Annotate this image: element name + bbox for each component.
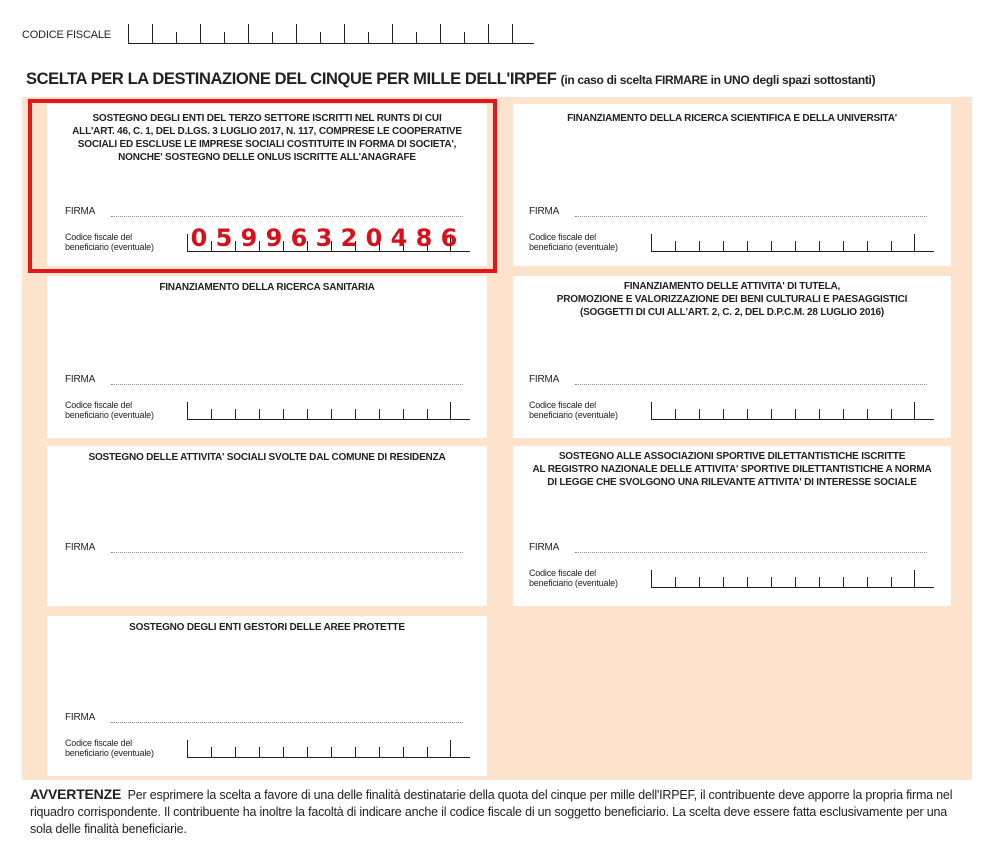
firma-label: FIRMA — [65, 712, 96, 723]
choice-box-aree-protette — [47, 616, 487, 776]
choice-title: FINANZIAMENTO DELLA RICERCA SCIENTIFICA E DELLA UNIVERSITA' — [567, 113, 897, 124]
choice-title: FINANZIAMENTO DELLA RICERCA SANITARIA — [159, 282, 375, 293]
firma-signature-line[interactable] — [575, 384, 927, 385]
choice-title: FINANZIAMENTO DELLE ATTIVITA' DI TUTELA, PROMOZIONE E VALORIZZAZIONE DEI BENI CULTURALI E PAESAGGISTICI (SOGGETTI DI CUI ALL'ART. 2, C. 2, DEL D.P.C.M. 28 LUGLIO 2016) — [556, 281, 908, 318]
cf-beneficiario-label: Codice fiscale del beneficiario (eventuale) — [65, 738, 154, 758]
choice-box-ricerca-scientifica — [513, 104, 951, 266]
firma-label: FIRMA — [529, 374, 560, 385]
tax-code-digit: 5 — [215, 224, 233, 252]
warning-heading: AVVERTENZE — [30, 786, 122, 802]
cf-beneficiario-field[interactable] — [651, 402, 934, 420]
cf-beneficiario-label: Codice fiscale del beneficiario (eventuale) — [529, 568, 618, 588]
section-title-note: (in caso di scelta FIRMARE in UNO degli spazi sottostanti) — [560, 73, 876, 87]
codice-fiscale-label: CODICE FISCALE — [22, 29, 111, 41]
cf-beneficiario-field[interactable] — [651, 234, 934, 252]
cf-beneficiario-label: Codice fiscale del beneficiario (eventuale) — [529, 400, 618, 420]
choice-box-beni-culturali — [513, 276, 951, 438]
codice-fiscale-field[interactable] — [128, 24, 534, 44]
cf-beneficiario-label: Codice fiscale del beneficiario (eventuale) — [65, 400, 154, 420]
tax-code-digit: 3 — [315, 224, 333, 252]
warning-note — [30, 786, 970, 838]
choice-box-sportive-dilettantistiche — [513, 446, 951, 606]
choice-title: SOSTEGNO DELLE ATTIVITA' SOCIALI SVOLTE DAL COMUNE DI RESIDENZA — [88, 452, 446, 463]
firma-signature-line[interactable] — [111, 384, 463, 385]
cf-beneficiario-label: Codice fiscale del beneficiario (eventuale) — [529, 232, 618, 252]
tax-code-digit: 0 — [365, 224, 383, 252]
choice-title: SOSTEGNO DEGLI ENTI DEL TERZO SETTORE ISCRITTI NEL RUNTS DI CUI ALL'ART. 46, C. 1, DEL D.LGS. 3 LUGLIO 2017, N. 117, COMPRESE LE COOPERATIVE SOCIALI ED ESCLUSE LE IMPRESE SOCIALI COSTITUITE IN FORMA DI SOCIETA', NONCHE' SOSTEGNO DELLE ONLUS ISCRITTE ALL'ANAGRAFE — [72, 113, 462, 163]
firma-signature-line[interactable] — [575, 216, 927, 217]
tax-code-digit: 9 — [240, 224, 258, 252]
tax-code-digit: 8 — [415, 224, 433, 252]
tax-code-digit: 2 — [340, 224, 358, 252]
firma-label: FIRMA — [65, 374, 96, 385]
choice-box-comune-residenza — [47, 446, 487, 606]
firma-label: FIRMA — [529, 206, 560, 217]
cf-beneficiario-field[interactable] — [187, 402, 470, 420]
tax-code-digit: 6 — [440, 224, 458, 252]
section-title-main: SCELTA PER LA DESTINAZIONE DEL CINQUE PER MILLE DELL'IRPEF — [26, 70, 557, 88]
choice-title: SOSTEGNO DEGLI ENTI GESTORI DELLE AREE PROTETTE — [129, 622, 405, 633]
firma-label: FIRMA — [65, 542, 96, 553]
tax-code-digit: 9 — [265, 224, 283, 252]
choice-box-ricerca-sanitaria — [47, 276, 487, 438]
cf-beneficiario-field[interactable] — [187, 740, 470, 758]
tax-code-digit: 6 — [290, 224, 308, 252]
tax-code-digit: 4 — [390, 224, 408, 252]
cf-beneficiario-field[interactable] — [651, 570, 934, 588]
choice-title: SOSTEGNO ALLE ASSOCIAZIONI SPORTIVE DILETTANTISTICHE ISCRITTE AL REGISTRO NAZIONALE DELLE ATTIVITA' SPORTIVE DILETTANTISTICHE A NORMA DI LEGGE CHE SVOLGONO UNA RILEVANTE ATTIVITA' DI INTERESSE SOCIALE — [532, 451, 932, 488]
warning-text: Per esprimere la scelta a favore di una delle finalità destinatarie della quota del cinque per mille dell'IRPEF, il contribuente deve apporre la propria firma nel riquadro corrispondente. Il contribuente ha inoltre la facoltà di indicare anche il codice fiscale di un soggetto beneficiario. La scelta deve essere fatta esclusivamente per una sola delle finalità beneficiarie. — [30, 788, 953, 836]
firma-label: FIRMA — [529, 542, 560, 553]
firma-signature-line[interactable] — [111, 722, 463, 723]
selection-highlight-frame — [28, 99, 497, 273]
section-title — [26, 70, 875, 89]
firma-label: FIRMA — [65, 206, 96, 217]
tax-code-digit: 0 — [190, 224, 208, 252]
cf-beneficiario-label: Codice fiscale del beneficiario (eventuale) — [65, 232, 154, 252]
firma-signature-line[interactable] — [575, 552, 927, 553]
firma-signature-line[interactable] — [111, 552, 463, 553]
